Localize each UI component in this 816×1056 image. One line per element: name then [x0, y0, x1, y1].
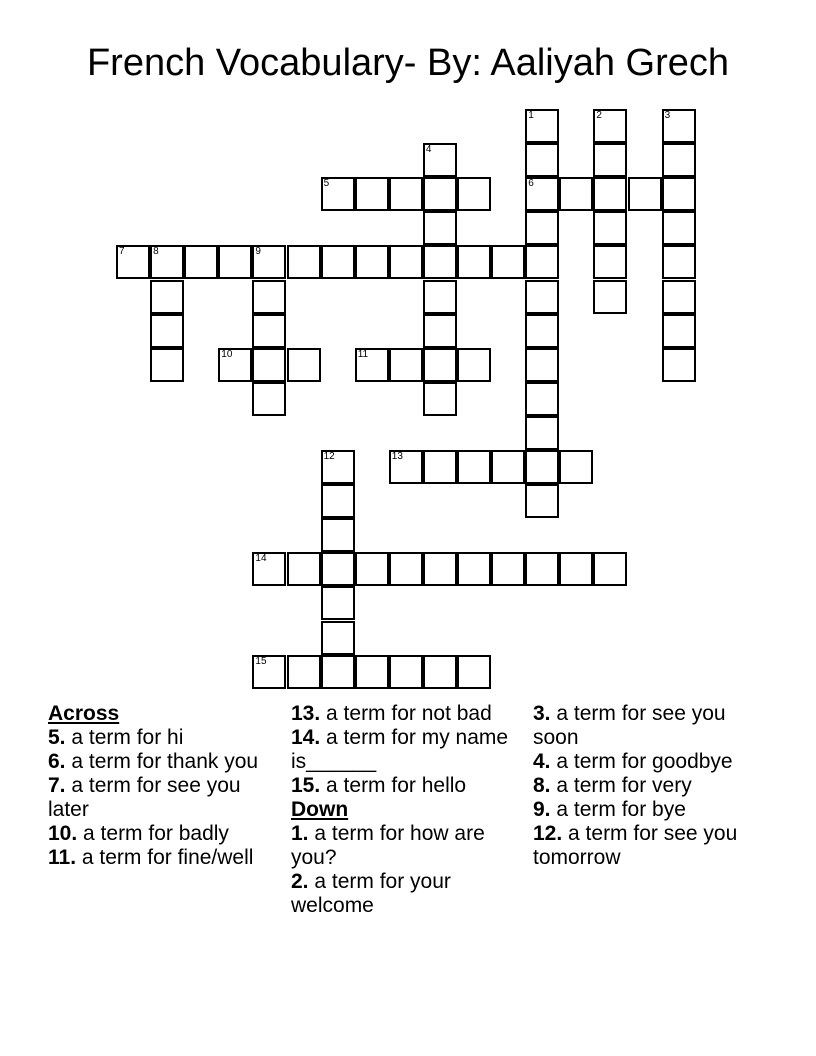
- grid-cell[interactable]: [389, 655, 423, 689]
- grid-cell[interactable]: [355, 177, 389, 211]
- grid-cell[interactable]: [525, 552, 559, 586]
- grid-cell[interactable]: [287, 552, 321, 586]
- clue-item-text: a term for your welcome: [291, 870, 451, 917]
- grid-cell[interactable]: [321, 245, 355, 279]
- grid-cell[interactable]: [321, 586, 355, 620]
- grid-cell[interactable]: [150, 348, 184, 382]
- clue-number-label: 8: [153, 246, 159, 258]
- clue-item: [533, 822, 769, 870]
- clue-item-number: 1.: [291, 822, 309, 845]
- clue-number-label: 9: [255, 246, 261, 258]
- clue-item: [291, 774, 527, 798]
- grid-cell[interactable]: [525, 416, 559, 450]
- clue-item-number: 4.: [533, 750, 551, 773]
- grid-cell[interactable]: [184, 245, 218, 279]
- grid-cell[interactable]: [423, 552, 457, 586]
- clue-item: [48, 822, 284, 846]
- clue-item: [533, 798, 769, 822]
- grid-cell[interactable]: [321, 552, 355, 586]
- clue-item-text: a term for badly: [77, 822, 229, 845]
- grid-cell[interactable]: [593, 143, 627, 177]
- clue-item-number: 6.: [48, 750, 66, 773]
- grid-cell[interactable]: [457, 348, 491, 382]
- grid-cell[interactable]: [287, 245, 321, 279]
- grid-cell[interactable]: [593, 109, 627, 143]
- clue-item-text: a term for very: [550, 774, 692, 797]
- grid-cell[interactable]: [423, 348, 457, 382]
- grid-cell[interactable]: [525, 382, 559, 416]
- grid-cell[interactable]: [525, 177, 559, 211]
- grid-cell[interactable]: [423, 382, 457, 416]
- grid-cell[interactable]: [457, 655, 491, 689]
- grid-cell[interactable]: [423, 314, 457, 348]
- clue-item: [48, 774, 284, 822]
- grid-cell[interactable]: [287, 655, 321, 689]
- clue-item-number: 7.: [48, 774, 66, 797]
- clue-item-text: a term for thank you: [65, 750, 259, 773]
- grid-cell[interactable]: [218, 348, 252, 382]
- puzzle-title: French Vocabulary- By: Aaliyah Grech: [86, 42, 730, 84]
- grid-cell[interactable]: [252, 348, 286, 382]
- grid-cell[interactable]: [389, 177, 423, 211]
- grid-cell[interactable]: [559, 552, 593, 586]
- clue-number-label: 5: [323, 178, 330, 190]
- grid-cell[interactable]: [662, 245, 696, 279]
- clue-number-label: 2: [596, 110, 602, 121]
- grid-cell[interactable]: [525, 109, 559, 143]
- grid-cell[interactable]: [150, 314, 184, 348]
- grid-cell[interactable]: [389, 552, 423, 586]
- clue-item: [48, 846, 284, 870]
- grid-cell[interactable]: [423, 177, 457, 211]
- clue-item-number: 3.: [533, 702, 551, 725]
- clue-item-text: a term for hi: [65, 726, 184, 749]
- clue-item-text: a term for bye: [550, 798, 686, 821]
- grid-cell[interactable]: [116, 245, 150, 279]
- grid-cell[interactable]: [321, 450, 355, 484]
- clue-item-number: 2.: [291, 870, 309, 893]
- grid-cell[interactable]: [252, 655, 286, 689]
- clue-item: [533, 702, 769, 750]
- grid-cell[interactable]: [525, 450, 559, 484]
- clue-item-number: 9.: [533, 798, 551, 821]
- clue-column-1: [48, 702, 284, 870]
- grid-cell[interactable]: [491, 245, 525, 279]
- grid-cell[interactable]: [423, 280, 457, 314]
- grid-cell[interactable]: [491, 552, 525, 586]
- clue-number-label: 6: [528, 178, 534, 190]
- clue-number-label: 3: [664, 110, 671, 121]
- clue-item: [291, 822, 527, 870]
- grid-cell[interactable]: [389, 450, 423, 484]
- grid-cell[interactable]: [559, 450, 593, 484]
- clue-item-text: a term for goodbye: [550, 750, 733, 773]
- grid-cell[interactable]: [457, 552, 491, 586]
- clue-item-text: a term for not bad: [320, 702, 492, 725]
- clue-item-number: 15.: [291, 774, 321, 797]
- grid-cell[interactable]: [321, 177, 355, 211]
- clue-number-label: 14: [255, 553, 267, 565]
- clue-item-text: a term for see you tomorrow: [533, 822, 738, 869]
- grid-cell[interactable]: [593, 211, 627, 245]
- clue-number-label: 1: [528, 110, 534, 121]
- grid-cell[interactable]: [457, 177, 491, 211]
- grid-cell[interactable]: [525, 348, 559, 382]
- grid-cell[interactable]: [321, 484, 355, 518]
- clue-number-label: 11: [357, 348, 369, 360]
- grid-cell[interactable]: [662, 348, 696, 382]
- clue-item-number: 11.: [48, 846, 77, 869]
- clue-item-text: a term for fine/well: [76, 846, 254, 869]
- clue-column-3: [533, 702, 769, 870]
- clue-item: [48, 750, 284, 774]
- grid-cell[interactable]: [525, 280, 559, 314]
- grid-cell[interactable]: [423, 143, 457, 177]
- clue-item-number: 13.: [291, 702, 321, 725]
- grid-cell[interactable]: [423, 655, 457, 689]
- grid-cell[interactable]: [321, 621, 355, 655]
- grid-cell[interactable]: [525, 245, 559, 279]
- clue-item-text: a term for my name is______: [291, 726, 509, 773]
- grid-cell[interactable]: [525, 211, 559, 245]
- grid-cell[interactable]: [321, 518, 355, 552]
- grid-cell[interactable]: [423, 211, 457, 245]
- grid-cell[interactable]: [355, 655, 389, 689]
- clue-item-number: 10.: [48, 822, 78, 845]
- clue-item-number: 14.: [291, 726, 321, 749]
- grid-cell[interactable]: [389, 348, 423, 382]
- grid-cell[interactable]: [252, 552, 286, 586]
- grid-cell[interactable]: [355, 348, 389, 382]
- grid-cell[interactable]: [525, 143, 559, 177]
- clue-heading-down: Down: [291, 798, 349, 821]
- clue-number-label: 10: [221, 348, 233, 360]
- grid-cell[interactable]: [662, 109, 696, 143]
- clue-item: [291, 726, 527, 774]
- grid-cell[interactable]: [150, 280, 184, 314]
- grid-cell[interactable]: [491, 450, 525, 484]
- grid-cell[interactable]: [457, 450, 491, 484]
- grid-cell[interactable]: [662, 314, 696, 348]
- grid-cell[interactable]: [662, 280, 696, 314]
- grid-cell[interactable]: [662, 143, 696, 177]
- clue-item: [291, 870, 527, 918]
- grid-cell[interactable]: [662, 211, 696, 245]
- clue-number-label: 7: [119, 246, 125, 258]
- grid-cell[interactable]: [321, 655, 355, 689]
- clue-item-text: a term for see you soon: [533, 702, 726, 749]
- grid-cell[interactable]: [525, 314, 559, 348]
- grid-cell[interactable]: [355, 552, 389, 586]
- clue-number-label: 12: [323, 451, 335, 462]
- grid-cell[interactable]: [423, 245, 457, 279]
- grid-cell[interactable]: [423, 450, 457, 484]
- grid-cell[interactable]: [218, 245, 252, 279]
- grid-cell[interactable]: [525, 484, 559, 518]
- clue-item-text: a term for see you later: [48, 774, 241, 821]
- clue-item: [533, 774, 769, 798]
- grid-cell[interactable]: [593, 280, 627, 314]
- clue-column-2: [291, 702, 527, 918]
- clue-item-number: 8.: [533, 774, 551, 797]
- grid-cell[interactable]: [355, 245, 389, 279]
- clue-item: [291, 702, 527, 726]
- clue-number-label: 13: [391, 451, 403, 462]
- grid-cell[interactable]: [593, 245, 627, 279]
- clue-item: [533, 750, 769, 774]
- grid-cell[interactable]: [252, 245, 286, 279]
- grid-cell[interactable]: [150, 245, 184, 279]
- grid-cell[interactable]: [593, 177, 627, 211]
- clue-item-number: 12.: [533, 822, 563, 845]
- clue-item: [48, 726, 284, 750]
- grid-cell[interactable]: [457, 245, 491, 279]
- grid-cell[interactable]: [252, 382, 286, 416]
- clue-number-label: 15: [255, 655, 267, 667]
- clue-heading-across: Across: [48, 702, 120, 725]
- grid-cell[interactable]: [559, 177, 593, 211]
- clue-item-text: a term for hello: [320, 774, 467, 797]
- clue-number-label: 4: [425, 144, 432, 156]
- grid-cell[interactable]: [628, 177, 662, 211]
- grid-cell[interactable]: [252, 280, 286, 314]
- grid-cell[interactable]: [593, 552, 627, 586]
- grid-cell[interactable]: [287, 348, 321, 382]
- grid-cell[interactable]: [662, 177, 696, 211]
- grid-cell[interactable]: [252, 314, 286, 348]
- grid-cell[interactable]: [389, 245, 423, 279]
- clue-item-number: 5.: [48, 726, 66, 749]
- clue-item-text: a term for how are you?: [291, 822, 485, 869]
